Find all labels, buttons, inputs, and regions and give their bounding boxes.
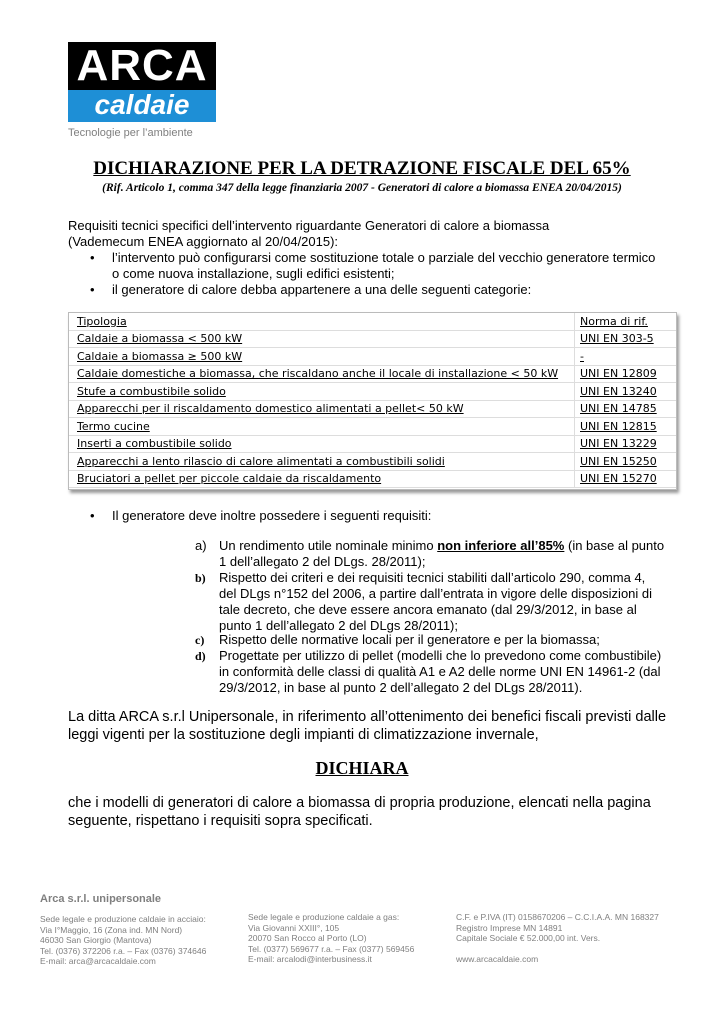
footer-spacer [456,944,659,955]
footer-col-3 [456,912,659,965]
table-cell: Bruciatori a pellet per piccole caldaie da riscaldamento [69,470,575,488]
table-cell: Apparecchi a lento rilascio di calore alimentati a combustibili solidi [69,453,575,471]
statement-line: La ditta ARCA s.r.l Unipersonale, in riferimento all’ottenimento dei benefici fiscali previsti dalle [68,709,667,725]
requisite-a [195,538,685,570]
intro-line: Requisiti tecnici specifici dell’intervento riguardante Generatori di calore a biomassa [68,218,550,233]
requisite-b [195,570,685,634]
footer-line: Tel. (0377) 569677 r.a. – Fax (0377) 569456 [248,943,415,954]
footer-line: E-mail: arca@arcacaldaie.com [40,956,156,966]
dichiara-heading: DICHIARA [315,758,409,778]
requisite-text: tale decreto, che deve essere ancora emanato (dal 29/3/2012, in base al [219,602,637,617]
table-cell: UNI EN 14785 [575,400,677,418]
footer-line: Via Giovanni XXIII°, 105 [248,922,340,933]
footer-line: Via I°Maggio, 16 (Zona ind. MN Nord) [40,924,183,935]
bullet-icon: • [90,508,95,523]
footer-line: 20070 San Rocco al Porto (LO) [248,933,367,943]
bullet-text: Il generatore deve inoltre possedere i seguenti requisiti: [112,508,432,523]
requisite-label: d) [195,649,206,663]
table-cell: Caldaie a biomassa < 500 kW [69,330,575,348]
table-row [69,418,676,436]
table-row [69,435,676,453]
table-cell: UNI EN 13229 [575,435,677,453]
requisite-text: 1 dell’allegato 2 del DLgs. 28/2011); [219,554,426,569]
table-header-cell: Tipologia [69,313,575,330]
requisite-text: Progettate per utilizzo di pellet (modelli che lo prevedono come combustibile) [219,648,662,663]
footer-line: Sede legale e produzione caldaie in acciaio: [40,914,206,924]
table-cell: - [575,348,677,366]
table-row [69,365,676,383]
table-cell: Caldaie a biomassa ≥ 500 kW [69,348,575,366]
footer-line: Capitale Sociale € 52.000,00 int. Vers. [456,933,601,943]
conclusion-paragraph [68,794,651,830]
table-cell: UNI EN 15250 [575,453,677,471]
requisite-label: a) [195,538,207,553]
footer-line: Sede legale e produzione caldaie a gas: [248,912,400,922]
table-header-cell: Norma di rif. [575,313,677,330]
footer-line: E-mail: arcalodi@interbusiness.it [248,954,372,964]
logo-caldaie: caldaie [68,90,216,122]
category-table [68,312,677,490]
statement-paragraph [68,708,666,744]
requisite-text: (in base al punto [564,538,665,553]
footer-line: Registro Imprese MN 14891 [456,922,563,933]
statement-line: leggi vigenti per la sostituzione degli impianti di climatizzazione invernale, [68,727,539,743]
requisite-label: c) [195,633,205,647]
requisite-text: 29/3/2012, in base al punto 2 dell’allegato 2 del DLgs 28/2011). [219,680,583,695]
table-cell: Inserti a combustibile solido [69,435,575,453]
intro-line: (Vademecum ENEA aggiornato al 20/04/2015): [68,234,339,249]
requisite-label: b) [195,571,206,585]
requisite-text: in conformità delle classi di qualità A1 e A2 delle norme UNI EN 14961-2 (dal [219,664,661,679]
requisite-highlight: non inferiore all’85% [437,538,565,553]
footer-col-1 [40,914,206,967]
requisite-text: punto 1 dell’allegato 2 del DLgs 28/2011); [219,618,458,633]
footer-col-2 [248,912,414,965]
table-cell: UNI EN 12809 [575,365,677,383]
table-cell: Caldaie domestiche a biomassa, che riscaldano anche il locale di installazione < 50 kW [69,365,575,383]
requisite-text: Rispetto delle normative locali per il generatore e per la biomassa; [219,632,600,647]
requisite-d [195,648,685,696]
table-cell: UNI EN 303-5 [575,330,677,348]
table-cell: Termo cucine [69,418,575,436]
table-cell: Apparecchi per il riscaldamento domestico alimentati a pellet< 50 kW [69,400,575,418]
table-row [69,453,676,471]
logo-arca: ARCA [68,42,216,90]
document-title: DICHIARAZIONE PER LA DETRAZIONE FISCALE DEL 65% [93,158,631,179]
table-cell: UNI EN 12815 [575,418,677,436]
tagline: Tecnologie per l’ambiente [68,127,193,139]
requisite-text: Un rendimento utile nominale minimo [219,538,438,553]
table-cell: UNI EN 13240 [575,383,677,401]
footer-line: C.F. e P.IVA (IT) 0158670206 – C.C.I.A.A. MN 168327 [456,912,659,922]
bullet-icon: • [90,250,95,265]
table-row [69,470,676,488]
intro-paragraph [68,218,668,250]
footer-line: 46030 San Giorgio (Mantova) [40,935,152,945]
requisite-text: Rispetto dei criteri e dei requisiti tecnici stabiliti dall’articolo 290, comma 4, [219,570,646,585]
requisite-c [195,632,685,648]
table-cell: Stufe a combustibile solido [69,383,575,401]
bullet-text: il generatore di calore debba appartenere a una delle seguenti categorie: [112,282,532,297]
table-row [69,400,676,418]
conclusion-line: seguente, rispettano i requisiti sopra specificati. [68,813,373,829]
bullet-icon: • [90,282,95,297]
footer-company: Arca s.r.l. unipersonale [40,893,162,905]
footer-line: Tel. (0376) 372206 r.a. – Fax (0376) 374646 [40,945,207,956]
requisite-text: del DLgs n°152 del 2006, a partire dall’entrata in vigore delle disposizioni di [219,586,653,601]
table-header-row [69,313,676,330]
table-row [69,383,676,401]
bullet-text: o come nuova installazione, sugli edifici esistenti; [112,266,395,281]
bullet-text: l’intervento può configurarsi come sostituzione totale o parziale del vecchio generatore termico [112,250,656,265]
table-cell: UNI EN 15270 [575,470,677,488]
document-subtitle: (Rif. Articolo 1, comma 347 della legge finanziaria 2007 - Generatori di calore a biomassa ENEA 20/04/2015) [102,182,622,194]
table-row [69,330,676,348]
footer-website: www.arcacaldaie.com [456,954,539,964]
table-row [69,348,676,366]
conclusion-line: che i modelli di generatori di calore a biomassa di propria produzione, elencati nella pagina [68,795,651,811]
